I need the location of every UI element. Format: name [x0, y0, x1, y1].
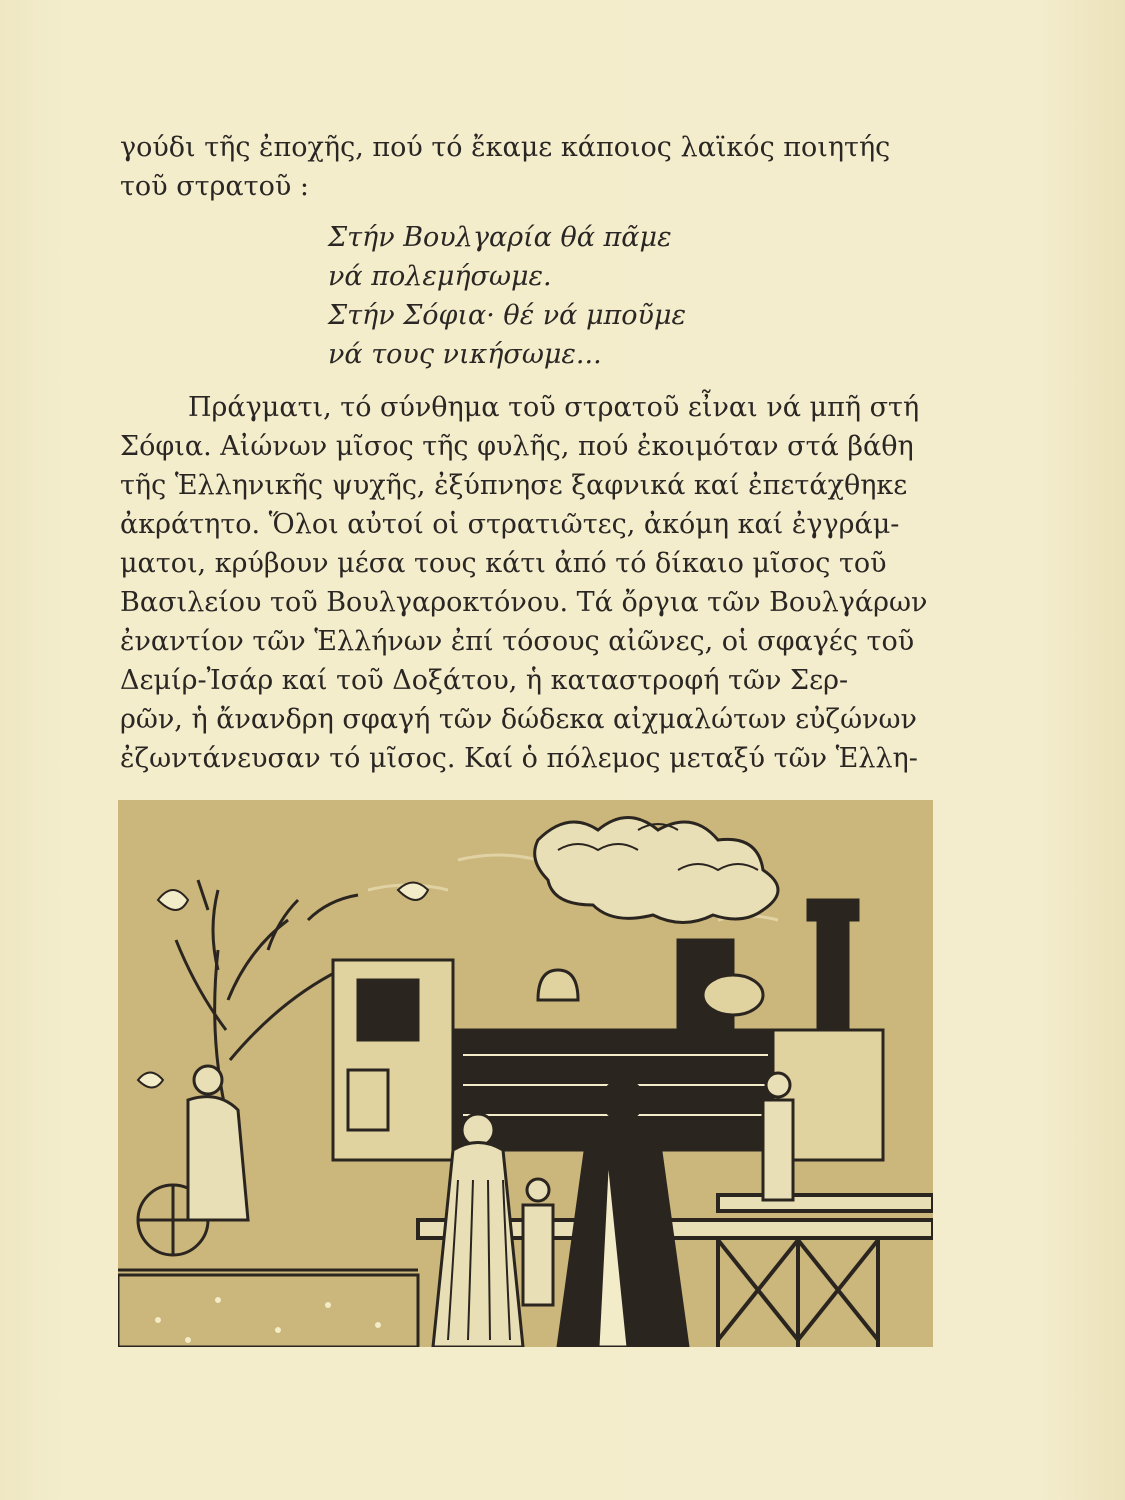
- paragraph-line: ἐναντίον τῶν Ἑλλήνων ἐπί τόσους αἰῶνες, οἱ σφαγές τοῦ: [120, 626, 915, 657]
- paragraph-line: Δεμίρ-Ἰσάρ καί τοῦ Δοξάτου, ἡ καταστροφή τῶν Σερ-: [120, 665, 849, 696]
- paragraph-line: ἐζωντάνευσαν τό μῖσος. Καί ὁ πόλεμος μεταξύ τῶν Ἑλλη-: [120, 743, 918, 774]
- verse-stanza: [328, 218, 940, 374]
- paragraph-line: ἀκράτητο. Ὅλοι αὐτοί οἱ στρατιῶτες, ἀκόμη καί ἐγγράμ-: [120, 509, 900, 540]
- verse-line: Στήν Βουλγαρία θά πᾶμε: [328, 222, 672, 253]
- train-illustration: [118, 800, 933, 1347]
- text-line: γούδι τῆς ἐποχῆς, πού τό ἔκαμε κάποιος λαϊκός ποιητής: [120, 132, 891, 163]
- paragraph-line: Πράγματι, τό σύνθημα τοῦ στρατοῦ εἶναι νά μπῆ στή: [188, 392, 920, 423]
- text-line: τοῦ στρατοῦ :: [120, 171, 309, 202]
- verse-line: Στήν Σόφια· θέ νά μποῦμε: [328, 300, 686, 331]
- paragraph-line: ματοι, κρύβουν μέσα τους κάτι ἀπό τό δίκαιο μῖσος τοῦ: [120, 548, 887, 579]
- verse-line: νά τους νικήσωμε...: [328, 339, 602, 370]
- text-block: [120, 128, 940, 778]
- paragraph-line: Σόφια. Αἰώνων μῖσος τῆς φυλῆς, πού ἐκοιμόταν στά βάθη: [120, 431, 914, 462]
- paragraph-line: τῆς Ἑλληνικῆς ψυχῆς, ἐξύπνησε ξαφνικά καί ἐπετάχθηκε: [120, 470, 908, 501]
- paragraph-line: Βασιλείου τοῦ Βουλγαροκτόνου. Τά ὄργια τῶν Βουλγάρων: [120, 587, 928, 618]
- paragraph-line: ρῶν, ἡ ἄνανδρη σφαγή τῶν δώδεκα αἰχμαλώτων εὐζώνων: [120, 704, 917, 735]
- verse-line: νά πολεμήσωμε.: [328, 261, 552, 292]
